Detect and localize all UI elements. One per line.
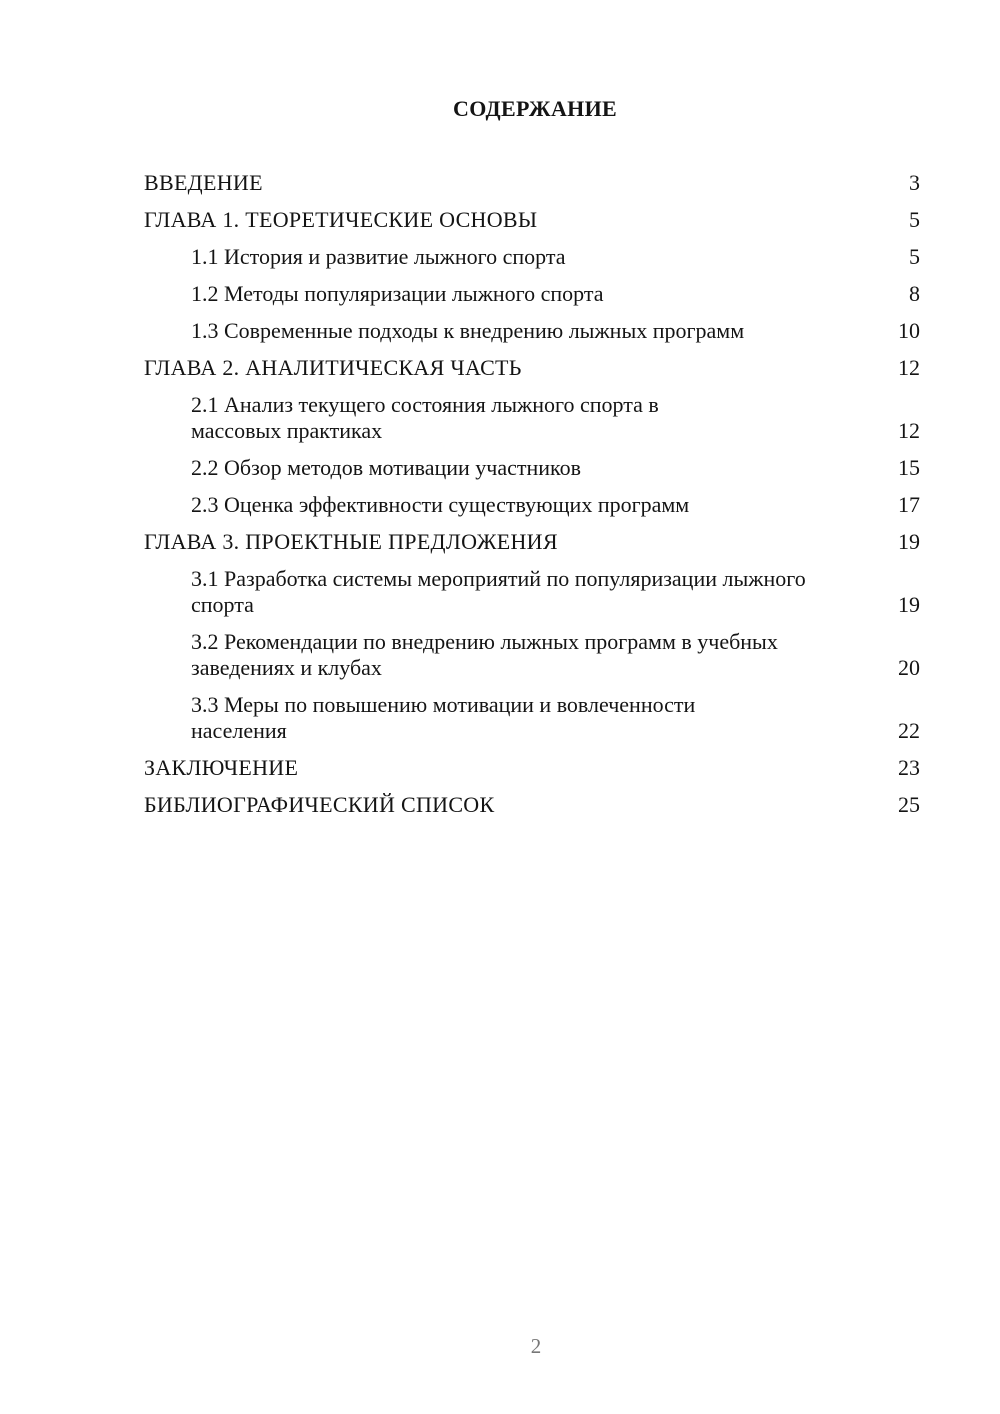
toc-entry-section-3-1[interactable] — [144, 566, 920, 618]
toc-entry-title: ВВЕДЕНИЕ — [144, 170, 263, 195]
toc-entry-page: 20 — [898, 655, 920, 680]
toc-entry-title: 3.1 Разработка системы мероприятий по популяризации лыжного спорта — [191, 566, 806, 617]
toc-entry-page: 23 — [898, 755, 920, 780]
toc-entry-page: 5 — [909, 207, 920, 232]
toc-entry-page: 12 — [898, 418, 920, 443]
toc-entry-title: 1.2 Методы популяризации лыжного спорта — [191, 281, 604, 306]
toc-entry-page: 17 — [898, 492, 920, 517]
table-of-contents — [144, 170, 920, 829]
toc-entry-title: 2.1 Анализ текущего состояния лыжного спорта в массовых практиках — [191, 392, 659, 443]
toc-entry-title: БИБЛИОГРАФИЧЕСКИЙ СПИСОК — [144, 792, 495, 817]
toc-entry-section-3-2[interactable] — [144, 629, 920, 681]
toc-entry-page: 8 — [909, 281, 920, 306]
toc-entry-section-1-1[interactable] — [144, 244, 920, 270]
toc-entry-title: 3.2 Рекомендации по внедрению лыжных программ в учебных заведениях и клубах — [191, 629, 778, 680]
toc-entry-introduction[interactable] — [144, 170, 920, 196]
toc-entry-page: 19 — [898, 592, 920, 617]
toc-entry-chapter-3[interactable] — [144, 529, 920, 555]
toc-entry-title: ЗАКЛЮЧЕНИЕ — [144, 755, 299, 780]
toc-entry-title: ГЛАВА 1. ТЕОРЕТИЧЕСКИЕ ОСНОВЫ — [144, 207, 538, 232]
toc-entry-title: 2.3 Оценка эффективности существующих программ — [191, 492, 690, 517]
toc-entry-title: 2.2 Обзор методов мотивации участников — [191, 455, 582, 480]
toc-entry-chapter-2[interactable] — [144, 355, 920, 381]
toc-entry-title: 1.1 История и развитие лыжного спорта — [191, 244, 566, 269]
toc-entry-page: 15 — [898, 455, 920, 480]
toc-entry-section-3-3[interactable] — [144, 692, 920, 744]
toc-entry-page: 25 — [898, 792, 920, 817]
toc-entry-title: ГЛАВА 2. АНАЛИТИЧЕСКАЯ ЧАСТЬ — [144, 355, 522, 380]
toc-entry-page: 19 — [898, 529, 920, 554]
toc-entry-page: 3 — [909, 170, 920, 195]
toc-entry-page: 5 — [909, 244, 920, 269]
toc-heading: СОДЕРЖАНИЕ — [453, 96, 617, 121]
toc-entry-title: ГЛАВА 3. ПРОЕКТНЫЕ ПРЕДЛОЖЕНИЯ — [144, 529, 558, 554]
page-number: 2 — [530, 1334, 542, 1358]
toc-entry-section-2-1[interactable] — [144, 392, 920, 444]
toc-entry-title: 1.3 Современные подходы к внедрению лыжных программ — [191, 318, 745, 343]
toc-entry-chapter-1[interactable] — [144, 207, 920, 233]
toc-entry-section-1-2[interactable] — [144, 281, 920, 307]
toc-entry-conclusion[interactable] — [144, 755, 920, 781]
toc-entry-section-1-3[interactable] — [144, 318, 920, 344]
toc-entry-section-2-3[interactable] — [144, 492, 920, 518]
toc-entry-bibliography[interactable] — [144, 792, 920, 818]
toc-entry-title: 3.3 Меры по повышению мотивации и вовлеченности населения — [191, 692, 696, 743]
toc-entry-page: 22 — [898, 718, 920, 743]
toc-entry-section-2-2[interactable] — [144, 455, 920, 481]
toc-entry-page: 10 — [898, 318, 920, 343]
toc-entry-page: 12 — [898, 355, 920, 380]
